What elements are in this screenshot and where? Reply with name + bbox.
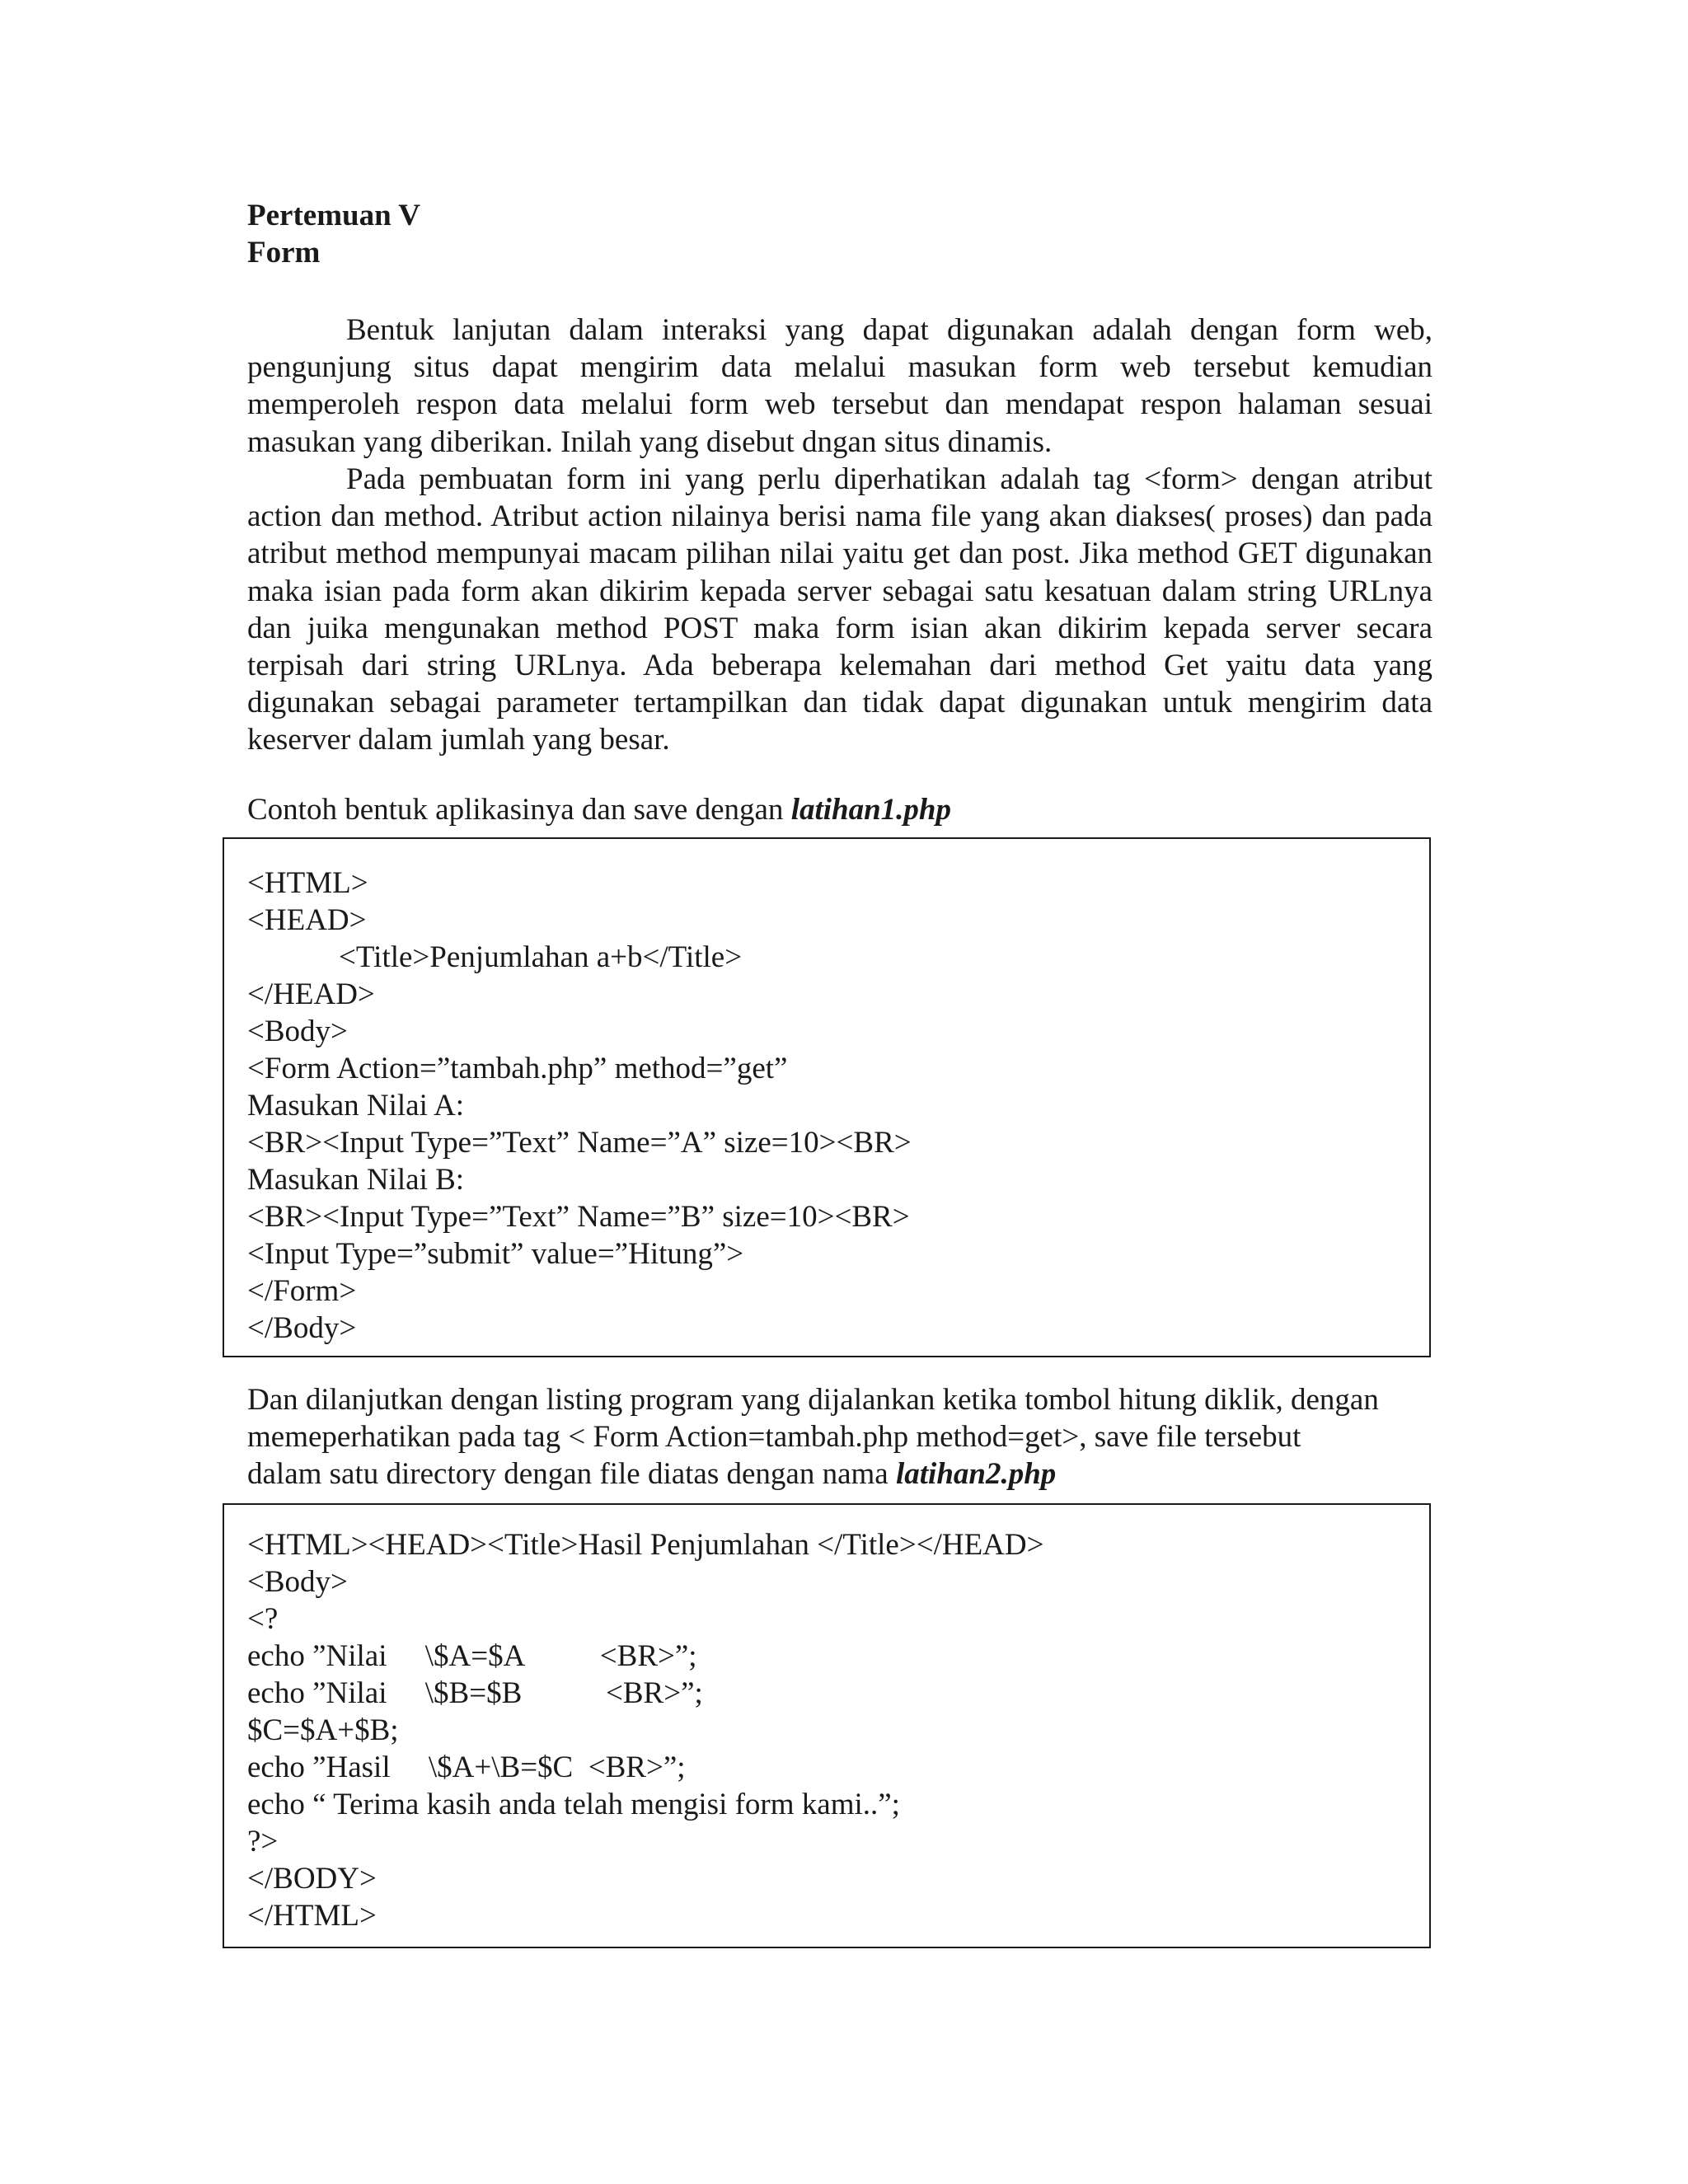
code-line: <Body> <box>247 1565 348 1599</box>
example1-caption-text: Contoh bentuk aplikasinya dan save dengan <box>247 793 791 827</box>
code-line: <BR><Input Type=”Text” Name=”B” size=10><BR> <box>247 1200 910 1234</box>
code-line: echo ”Nilai \$B=$B <BR>”; <box>247 1676 703 1710</box>
code-box-latihan1 <box>223 837 1431 1357</box>
code-line: ?> <box>247 1825 279 1858</box>
example2-filename: latihan2.php <box>895 1457 1057 1491</box>
meeting-title: Pertemuan V <box>247 199 420 232</box>
example1-filename: latihan1.php <box>790 793 952 827</box>
code-line: echo ”Hasil \$A+\B=$C <BR>”; <box>247 1750 686 1784</box>
code-line: <Form Action=”tambah.php” method=”get” <box>247 1052 788 1085</box>
code-line: </Form> <box>247 1274 357 1308</box>
intro-paragraph-2: Pada pembuatan form ini yang perlu diperhatikan adalah tag <form> dengan atribut action dan method. Atribut action nilainya berisi nama file yang akan diakses( proses) dan pada atribut method mempunyai macam pilihan nilai yaitu get dan post. Jika method GET digunakan maka isian pada form akan dikirim kepada server sebagai satu kesatuan dalam string URLnya dan juika mengunakan method POST maka form isian akan dikirim kepada server secara terpisah dari string URLnya. Ada beberapa kelemahan dari method Get yaitu data yang digunakan sebagai parameter tertampilkan dan tidak dapat digunakan untuk mengirim data keserver dalam jumlah yang besar. <box>247 462 1432 757</box>
code-box-latihan2 <box>223 1503 1431 1948</box>
code-line: Masukan Nilai A: <box>247 1089 465 1122</box>
example2-caption-line-1: Dan dilanjutkan dengan listing program yang dijalankan ketika tombol hitung diklik, dengan <box>247 1383 1379 1417</box>
code-line: <? <box>247 1602 279 1636</box>
code-line: echo ”Nilai \$A=$A <BR>”; <box>247 1639 697 1673</box>
code-line: <Title>Penjumlahan a+b</Title> <box>247 940 743 974</box>
code-line: $C=$A+$B; <box>247 1713 399 1747</box>
code-line: </HEAD> <box>247 977 375 1011</box>
intro-paragraph-1: Bentuk lanjutan dalam interaksi yang dapat digunakan adalah dengan form web, pengunjung situs dapat mengirim data melalui masukan form web tersebut kemudian memperoleh respon data melalui form web tersebut dan mendapat respon halaman sesuai masukan yang diberikan. Inilah yang disebut dngan situs dinamis. <box>247 313 1432 459</box>
code-line: Masukan Nilai B: <box>247 1163 465 1197</box>
code-line: <Body> <box>247 1015 348 1048</box>
code-line: <HTML> <box>247 866 368 900</box>
code-line: echo “ Terima kasih anda telah mengisi form kami..”; <box>247 1788 900 1821</box>
example1-caption <box>247 791 951 828</box>
code-line: </HTML> <box>247 1899 377 1933</box>
code-line: <Input Type=”submit” value=”Hitung”> <box>247 1237 744 1271</box>
example2-caption-text: dalam satu directory dengan file diatas dengan nama <box>247 1457 896 1491</box>
code-line: <BR><Input Type=”Text” Name=”A” size=10><BR> <box>247 1126 912 1160</box>
code-line: <HEAD> <box>247 903 367 937</box>
topic-title: Form <box>247 236 321 269</box>
example2-caption-line-2: memeperhatikan pada tag < Form Action=tambah.php method=get>, save file tersebut <box>247 1420 1301 1454</box>
code-line: </Body> <box>247 1311 357 1345</box>
code-line: <HTML><HEAD><Title>Hasil Penjumlahan </Title></HEAD> <box>247 1528 1044 1562</box>
example2-caption-line-3 <box>247 1455 1056 1493</box>
code-line: </BODY> <box>247 1862 377 1896</box>
